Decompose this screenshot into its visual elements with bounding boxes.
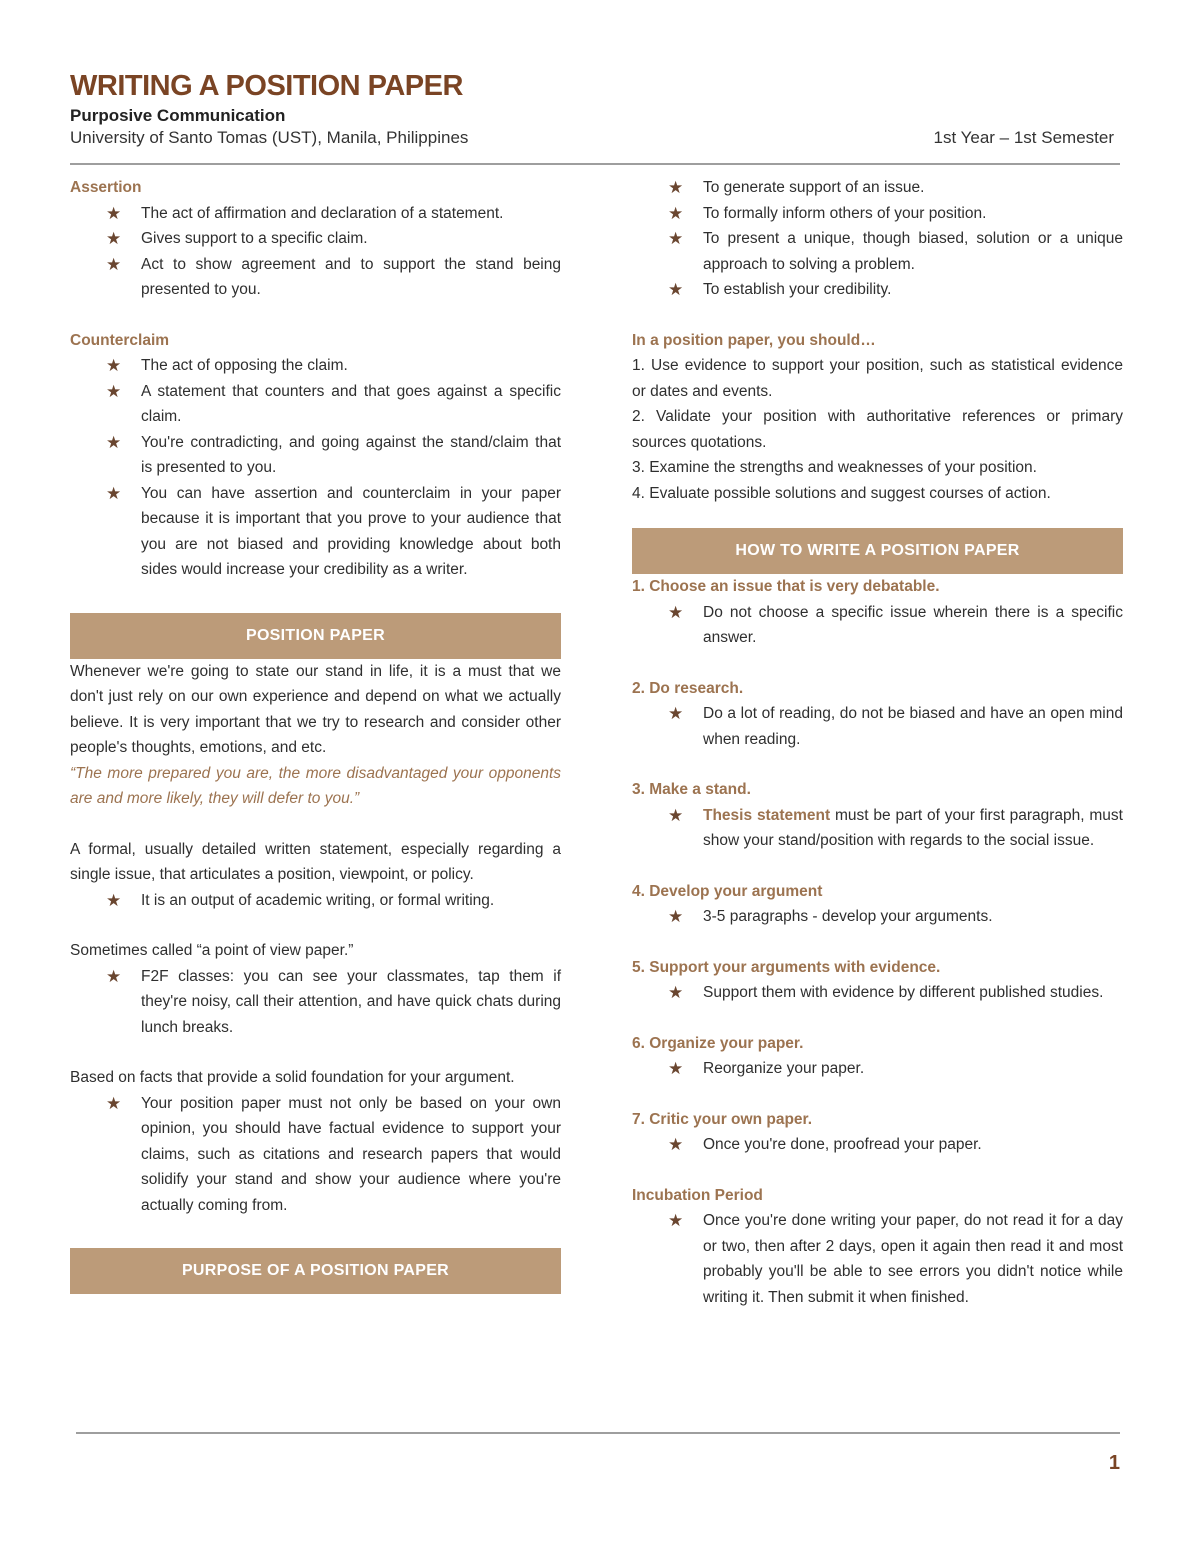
step-list bbox=[632, 980, 1123, 1006]
star-icon: ★ bbox=[668, 203, 684, 223]
star-icon: ★ bbox=[106, 356, 122, 375]
incubation-list bbox=[632, 1208, 1123, 1310]
step-heading: 6. Organize your paper. bbox=[632, 1034, 804, 1052]
position-intro: Whenever we're going to state our stand in life, it is a must that we don't just rely on our own experience and depend on what we actually believe. It is very important that we try to research and consider other people's thoughts, emotions, and etc. bbox=[70, 662, 561, 756]
list-item: ★ To formally inform others of your position. bbox=[632, 201, 1123, 227]
list-item: ★ Once you're done writing your paper, do not read it for a day or two, then after 2 days, open it again then read it and most probably you'll be able to see errors you didn't notice while writing it. Then submit it when finished. bbox=[632, 1208, 1123, 1310]
star-icon: ★ bbox=[668, 229, 684, 248]
list-item: ★ The act of affirmation and declaration of a statement. bbox=[70, 201, 561, 227]
star-icon: ★ bbox=[668, 602, 684, 622]
list-item: ★ It is an output of academic writing, or formal writing. bbox=[70, 888, 561, 914]
list-item: ★ A statement that counters and that goes against a specific claim. bbox=[70, 379, 561, 430]
step-list bbox=[632, 904, 1123, 930]
list-item: 4. Evaluate possible solutions and suggest courses of action. bbox=[632, 484, 1051, 502]
star-icon: ★ bbox=[106, 229, 122, 248]
star-icon: ★ bbox=[668, 704, 684, 723]
list-item: 3. Examine the strengths and weaknesses of your position. bbox=[632, 459, 1037, 476]
list-item: ★ 3-5 paragraphs - develop your arguments. bbox=[632, 904, 1123, 930]
star-icon: ★ bbox=[668, 805, 684, 825]
position-paper-band: POSITION PAPER bbox=[70, 613, 561, 659]
list-item: ★ Support them with evidence by different published studies. bbox=[632, 980, 1123, 1006]
star-icon: ★ bbox=[668, 907, 684, 926]
star-icon: ★ bbox=[668, 983, 684, 1002]
page-number: 1 bbox=[1108, 1452, 1120, 1474]
header-divider bbox=[70, 163, 1120, 165]
facts-list bbox=[70, 1091, 561, 1219]
facts-line: Based on facts that provide a solid foundation for your argument. bbox=[70, 1069, 515, 1086]
list-item: ★ Do not choose a specific issue wherein there is a specific answer. bbox=[632, 600, 1123, 651]
left-column bbox=[70, 175, 561, 1294]
list-item: ★ You can have assertion and counterclaim in your paper because it is important that you prove to your audience that you are not biased and providing knowledge about both sides would increase your credibility as a writer. bbox=[70, 481, 561, 583]
counterclaim-heading: Counterclaim bbox=[70, 331, 170, 349]
step-list bbox=[632, 1056, 1123, 1082]
list-item: ★ Thesis statement must be part of your first paragraph, must show your stand/position with regards to the social issue. bbox=[632, 803, 1123, 854]
star-icon: ★ bbox=[106, 1093, 122, 1113]
star-icon: ★ bbox=[106, 966, 122, 986]
star-icon: ★ bbox=[668, 1059, 684, 1078]
purpose-list bbox=[632, 175, 1123, 303]
should-heading: In a position paper, you should… bbox=[632, 331, 876, 349]
star-icon: ★ bbox=[106, 432, 122, 452]
step-list bbox=[632, 1132, 1123, 1158]
step-heading: 4. Develop your argument bbox=[632, 882, 823, 900]
list-item: ★ Once you're done, proofread your paper. bbox=[632, 1132, 1123, 1158]
step-list bbox=[632, 803, 1123, 854]
page-title: WRITING A POSITION PAPER bbox=[70, 70, 463, 102]
step-list bbox=[632, 701, 1123, 752]
right-column bbox=[632, 175, 1123, 1310]
step-heading: 1. Choose an issue that is very debatable. bbox=[632, 578, 940, 595]
star-icon: ★ bbox=[106, 890, 122, 910]
term-line: 1st Year – 1st Semester bbox=[933, 128, 1114, 147]
star-icon: ★ bbox=[668, 280, 684, 299]
star-icon: ★ bbox=[106, 203, 122, 223]
how-to-band: HOW TO WRITE A POSITION PAPER bbox=[632, 528, 1123, 574]
assertion-heading: Assertion bbox=[70, 179, 142, 196]
star-icon: ★ bbox=[106, 254, 122, 274]
list-item: ★ To present a unique, though biased, solution or a unique approach to solving a problem. bbox=[632, 226, 1123, 277]
incubation-heading: Incubation Period bbox=[632, 1186, 763, 1204]
list-item: ★ Act to show agreement and to support the stand being presented to you. bbox=[70, 252, 561, 303]
purpose-band: PURPOSE OF A POSITION PAPER bbox=[70, 1248, 561, 1294]
list-item: ★ Gives support to a specific claim. bbox=[70, 226, 561, 252]
star-icon: ★ bbox=[668, 1211, 684, 1230]
list-item: 2. Validate your position with authoritative references or primary sources quotations. bbox=[632, 408, 1123, 451]
list-item: ★ Do a lot of reading, do not be biased and have an open mind when reading. bbox=[632, 701, 1123, 752]
list-item: 1. Use evidence to support your position, such as statistical evidence or dates and events. bbox=[632, 357, 1123, 400]
thesis-term: Thesis statement bbox=[703, 806, 831, 824]
position-definition: A formal, usually detailed written statement, especially regarding a single issue, that articulates a position, viewpoint, or policy. bbox=[70, 840, 561, 883]
star-icon: ★ bbox=[668, 178, 684, 197]
list-item: ★ To establish your credibility. bbox=[632, 277, 1123, 303]
list-item: ★ The act of opposing the claim. bbox=[70, 353, 561, 379]
step-heading: 7. Critic your own paper. bbox=[632, 1110, 813, 1128]
list-item: ★ You're contradicting, and going against the stand/claim that is presented to you. bbox=[70, 430, 561, 481]
footer-divider bbox=[76, 1432, 1120, 1434]
star-icon: ★ bbox=[668, 1135, 684, 1154]
step-list bbox=[632, 600, 1123, 651]
university-line: University of Santo Tomas (UST), Manila, Philippines bbox=[70, 128, 469, 147]
list-item: ★ Reorganize your paper. bbox=[632, 1056, 1123, 1082]
list-item: ★ Your position paper must not only be based on your own opinion, you should have factual evidence to support your claims, such as citations and research papers that would solidify your stand and show your audience where you're actually coming from. bbox=[70, 1091, 561, 1219]
assertion-list bbox=[70, 201, 561, 303]
step-heading: 2. Do research. bbox=[632, 679, 744, 697]
step-heading: 5. Support your arguments with evidence. bbox=[632, 958, 941, 976]
step-heading: 3. Make a stand. bbox=[632, 781, 751, 798]
position-quote: “The more prepared you are, the more disadvantaged your opponents are and more likely, they will defer to you.” bbox=[70, 764, 561, 807]
counterclaim-list bbox=[70, 353, 561, 583]
star-icon: ★ bbox=[106, 483, 122, 503]
called-line: Sometimes called “a point of view paper.” bbox=[70, 942, 354, 959]
list-item: ★ To generate support of an issue. bbox=[632, 175, 1123, 201]
should-list bbox=[632, 353, 1123, 506]
called-list bbox=[70, 964, 561, 1041]
list-item: ★ F2F classes: you can see your classmates, tap them if they're noisy, call their attention, and have quick chats during lunch breaks. bbox=[70, 964, 561, 1041]
subject-title: Purposive Communication bbox=[70, 106, 286, 125]
definition-list bbox=[70, 888, 561, 914]
star-icon: ★ bbox=[106, 381, 122, 401]
